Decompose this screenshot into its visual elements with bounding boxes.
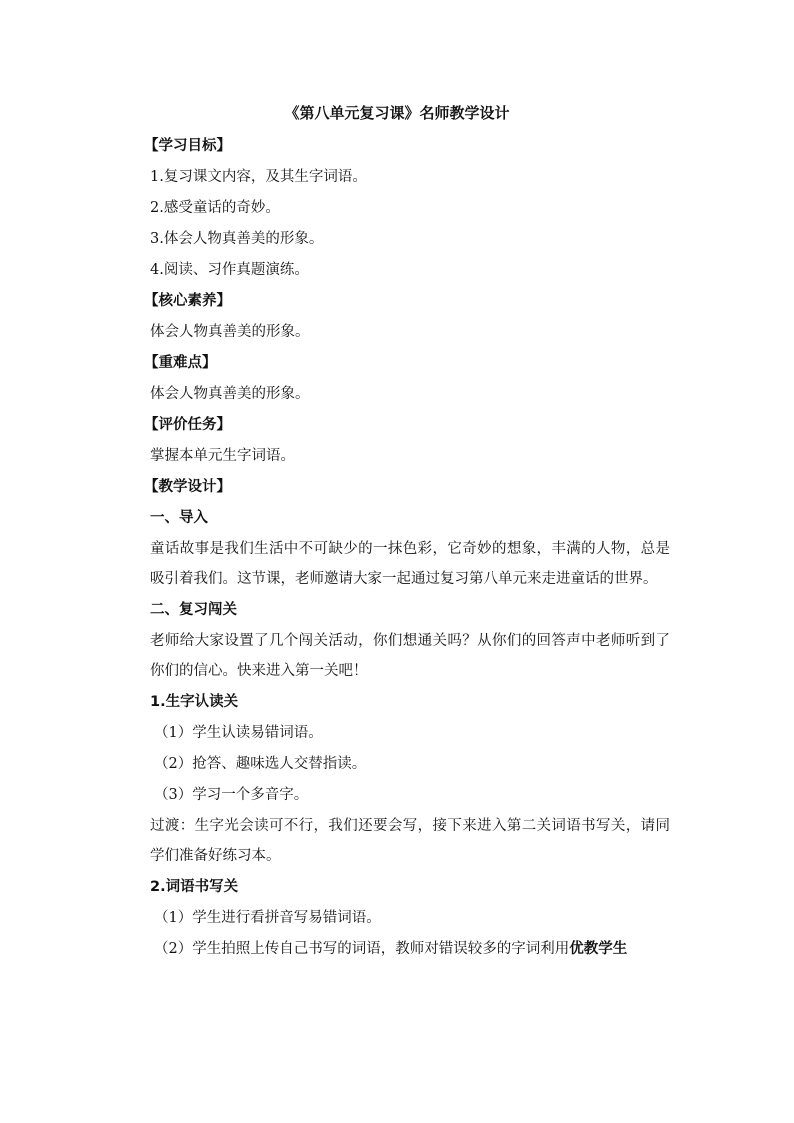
level2-item-last [154,934,670,965]
section-heading-eval: 【评价任务】 [144,417,231,433]
part1-paragraph: 童话故事是我们生活中不可缺少的一抹色彩，它奇妙的想象，丰满的人物，总是吸引着我们。这节课，老师邀请大家一起通过复习第八单元来走进童话的世界。 [150,541,670,587]
level1-transition: 过渡：生字光会读可不行，我们还要会写，接下来进入第二关词语书写关，请同学们准备好练习本。 [150,818,670,864]
goal-item: 3.体会人物真善美的形象。 [150,231,324,247]
part1-heading: 一、导入 [150,510,208,526]
key-text: 体会人物真善美的形象。 [150,386,310,402]
level1-item: （2）抢答、趣味选人交替指读。 [154,756,367,772]
goal-item: 2.感受童话的奇妙。 [150,200,280,216]
goal-item: 1.复习课文内容，及其生字词语。 [150,169,367,185]
level2-heading: 2.词语书写关 [150,879,239,895]
level2-item: （1）学生进行看拼音写易错词语。 [154,910,381,926]
level2-item-last-text: （2）学生拍照上传自己书写的词语，教师对错误较多的字词利用 [154,941,570,957]
level1-item: （1）学生认读易错词语。 [154,725,323,741]
level2-item-last-bold: 优教学生 [569,941,628,957]
level1-heading: 1.生字认读关 [150,694,239,710]
document-title: 《第八单元复习课》名师教学设计 [284,104,510,122]
document-body [144,131,670,965]
section-heading-key: 【重难点】 [144,355,217,371]
level1-item: （3）学习一个多音字。 [154,787,309,803]
eval-text: 掌握本单元生字词语。 [150,448,295,464]
part2-heading: 二、复习闯关 [150,602,237,618]
section-heading-core: 【核心素养】 [144,293,231,309]
section-heading-goals: 【学习目标】 [144,138,231,154]
core-text: 体会人物真善美的形象。 [150,324,310,340]
section-heading-design: 【教学设计】 [144,479,231,495]
part2-paragraph: 老师给大家设置了几个闯关活动，你们想通关吗？从你们的回答声中老师听到了你们的信心。快来进入第一关吧！ [150,633,670,679]
goal-item: 4.阅读、习作真题演练。 [150,262,309,278]
